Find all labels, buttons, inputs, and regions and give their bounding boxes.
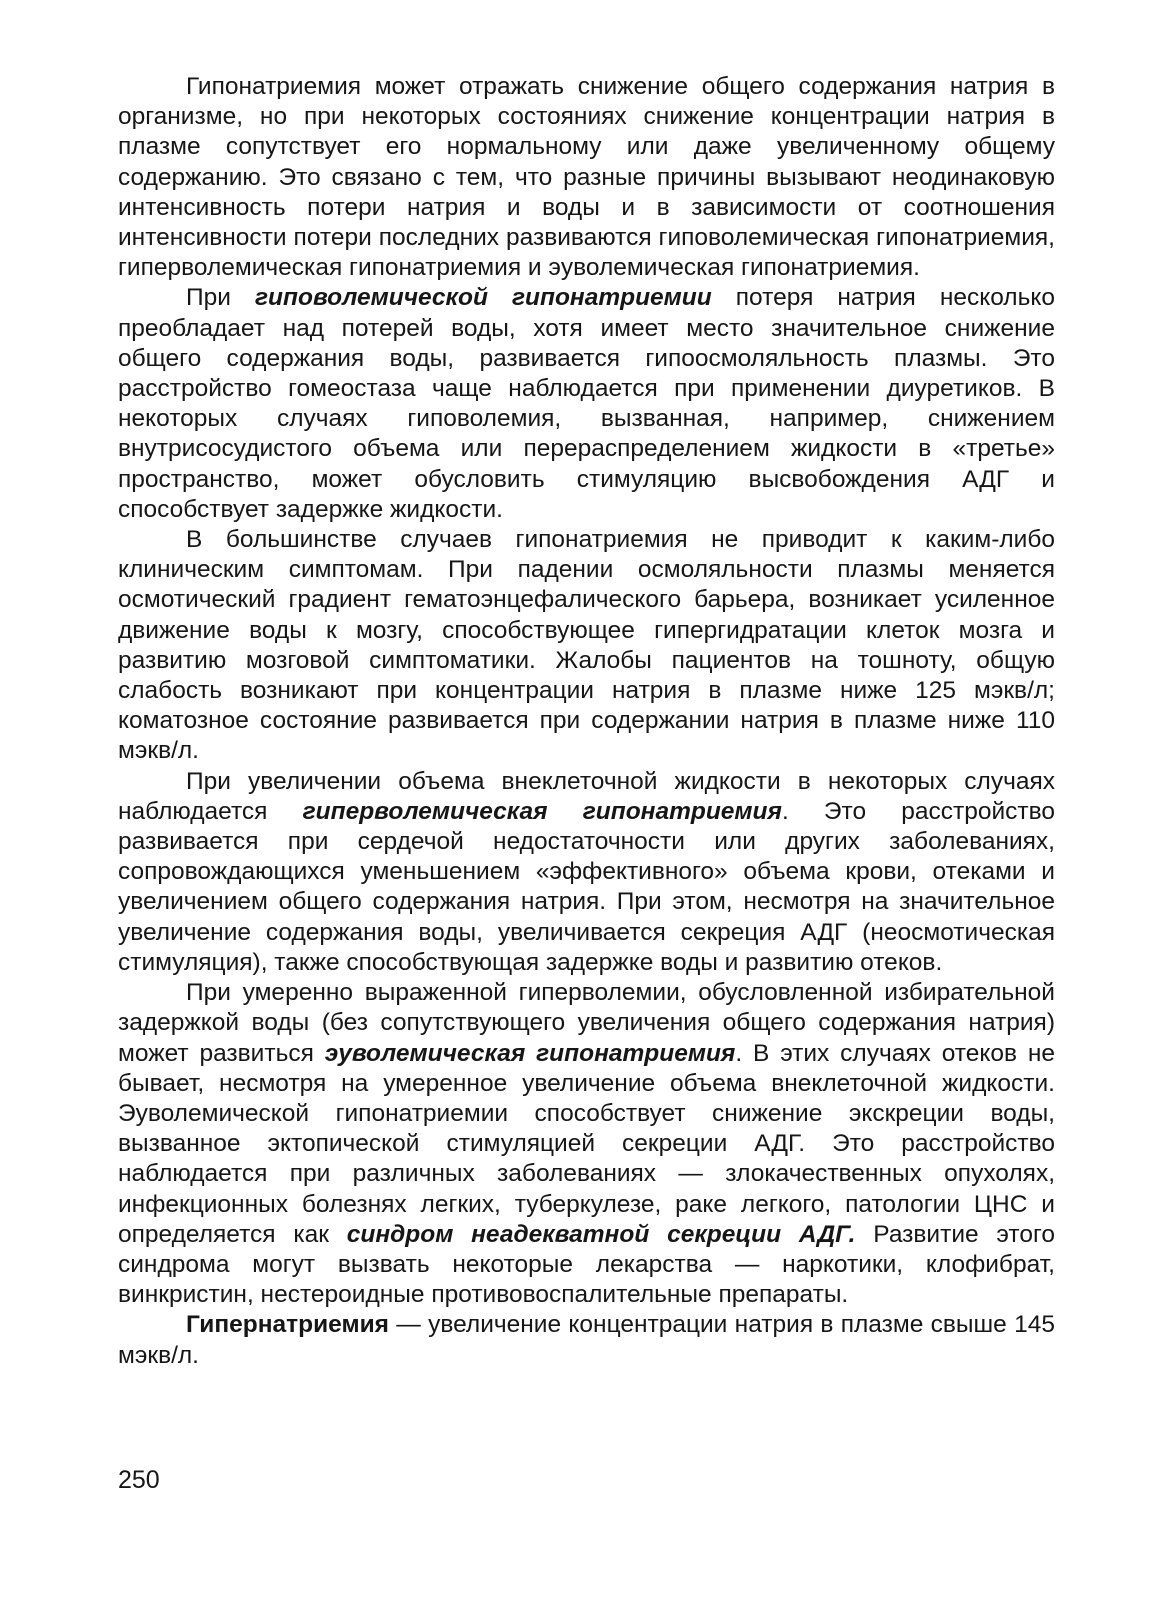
text-segment: При: [186, 284, 255, 312]
text-segment: Развитие этого синдрома могут вызвать некоторые лекарства — наркотики, клофибрат, винкристин, нестероидные противовоспалительные препараты.: [118, 1220, 1055, 1309]
text-segment: потеря натрия несколько преобладает над потерей воды, хотя имеет место значительное снижение общего содержания воды, развивается гипоосмоляльность плазмы. Это расстройство гомеостаза чаще наблюдается при применении диуретиков. В некоторых случаях гиповолемия, вызванная, например, снижением внутрисосудистого объема или перераспределением жидкости в «третье» пространство, может обусловить стимуляцию высвобождения АДГ и способствует задержке жидкости.: [118, 284, 1055, 523]
paragraph-symptoms: [118, 525, 1055, 767]
paragraph-hypervolemic: [118, 767, 1055, 978]
term-hypernatremia: Гипернатриемия: [186, 1311, 389, 1339]
text-segment: В большинстве случаев гипонатриемия не приводит к каким-либо клиническим симптомам. При падении осмоляльности плазмы меняется осмотический градиент гематоэнцефалического барьера, возникает усиленное движение воды к мозгу, способствующее гипергидратации клеток мозга и развитию мозговой симптоматики. Жалобы пациентов на тошноту, общую слабость возникают при концентрации натрия в плазме ниже 125 мэкв/л; коматозное состояние развивается при содержании натрия в плазме ниже 110 мэкв/л.: [118, 526, 1055, 765]
paragraph-hyponatremia-intro: [118, 72, 1055, 283]
term-euvolemic-hyponatremia: эуволемическая гипонатриемия: [324, 1039, 736, 1067]
text-segment: Гипонатриемия может отражать снижение общего содержания натрия в организме, но при некоторых состояниях снижение концентрации натрия в плазме сопутствует его нормальному или даже увеличенному общему содержанию. Это связано с тем, что разные причины вызывают неодинаковую интенсивность потери натрия и воды и в зависимости от соотношения интенсивности потери последних развиваются гиповолемическая гипонатриемия, гиперволемическая гипонатриемия и эуволемическая гипонатриемия.: [118, 73, 1055, 282]
text-segment: . Это расстройство развивается при сердечой недостаточности или других заболеваниях, сопровождающихся уменьшением «эффективного» объема крови, отеками и увеличением общего содержания натрия. При этом, несмотря на значительное увеличение содержания воды, увеличивается секреция АДГ (неосмотическая стимуляция), также способствующая задержке воды и развитию отеков.: [118, 797, 1055, 976]
page-number: 250: [118, 1466, 160, 1494]
text-segment: При умеренно выраженной гиперволемии, обусловленной избирательной задержкой воды (без сопутствующего увеличения общего содержания натрия) может развиться: [118, 979, 1055, 1067]
page-body: [118, 72, 1055, 1371]
term-hypervolemic-hyponatremia: гиперволемическая гипонатриемия: [302, 797, 782, 825]
text-segment: При увеличении объема внеклеточной жидкости в некоторых случаях наблюдается: [118, 767, 1055, 825]
term-siadh: синдром неадекватной секреции АДГ.: [346, 1220, 856, 1248]
paragraph-euvolemic: [118, 978, 1055, 1310]
paragraph-hypernatremia: [118, 1310, 1055, 1370]
text-segment: — увеличение концентрации натрия в плазме свыше 145 мэкв/л.: [118, 1311, 1055, 1369]
paragraph-hypovolemic: [118, 283, 1055, 525]
text-segment: . В этих случаях отеков не бывает, несмотря на умеренное увеличение объема внеклеточной жидкости. Эуволемической гипонатриемии способствует снижение экскреции воды, вызванное эктопической стимуляцией секреции АДГ. Это расстройство наблюдается при различных заболеваниях — злокачественных опухолях, инфекционных болезнях легких, туберкулезе, раке легкого, патологии ЦНС и определяется как: [118, 1039, 1055, 1248]
term-hypovolemic-hyponatremia: гиповолемической гипонатриемии: [254, 284, 712, 312]
